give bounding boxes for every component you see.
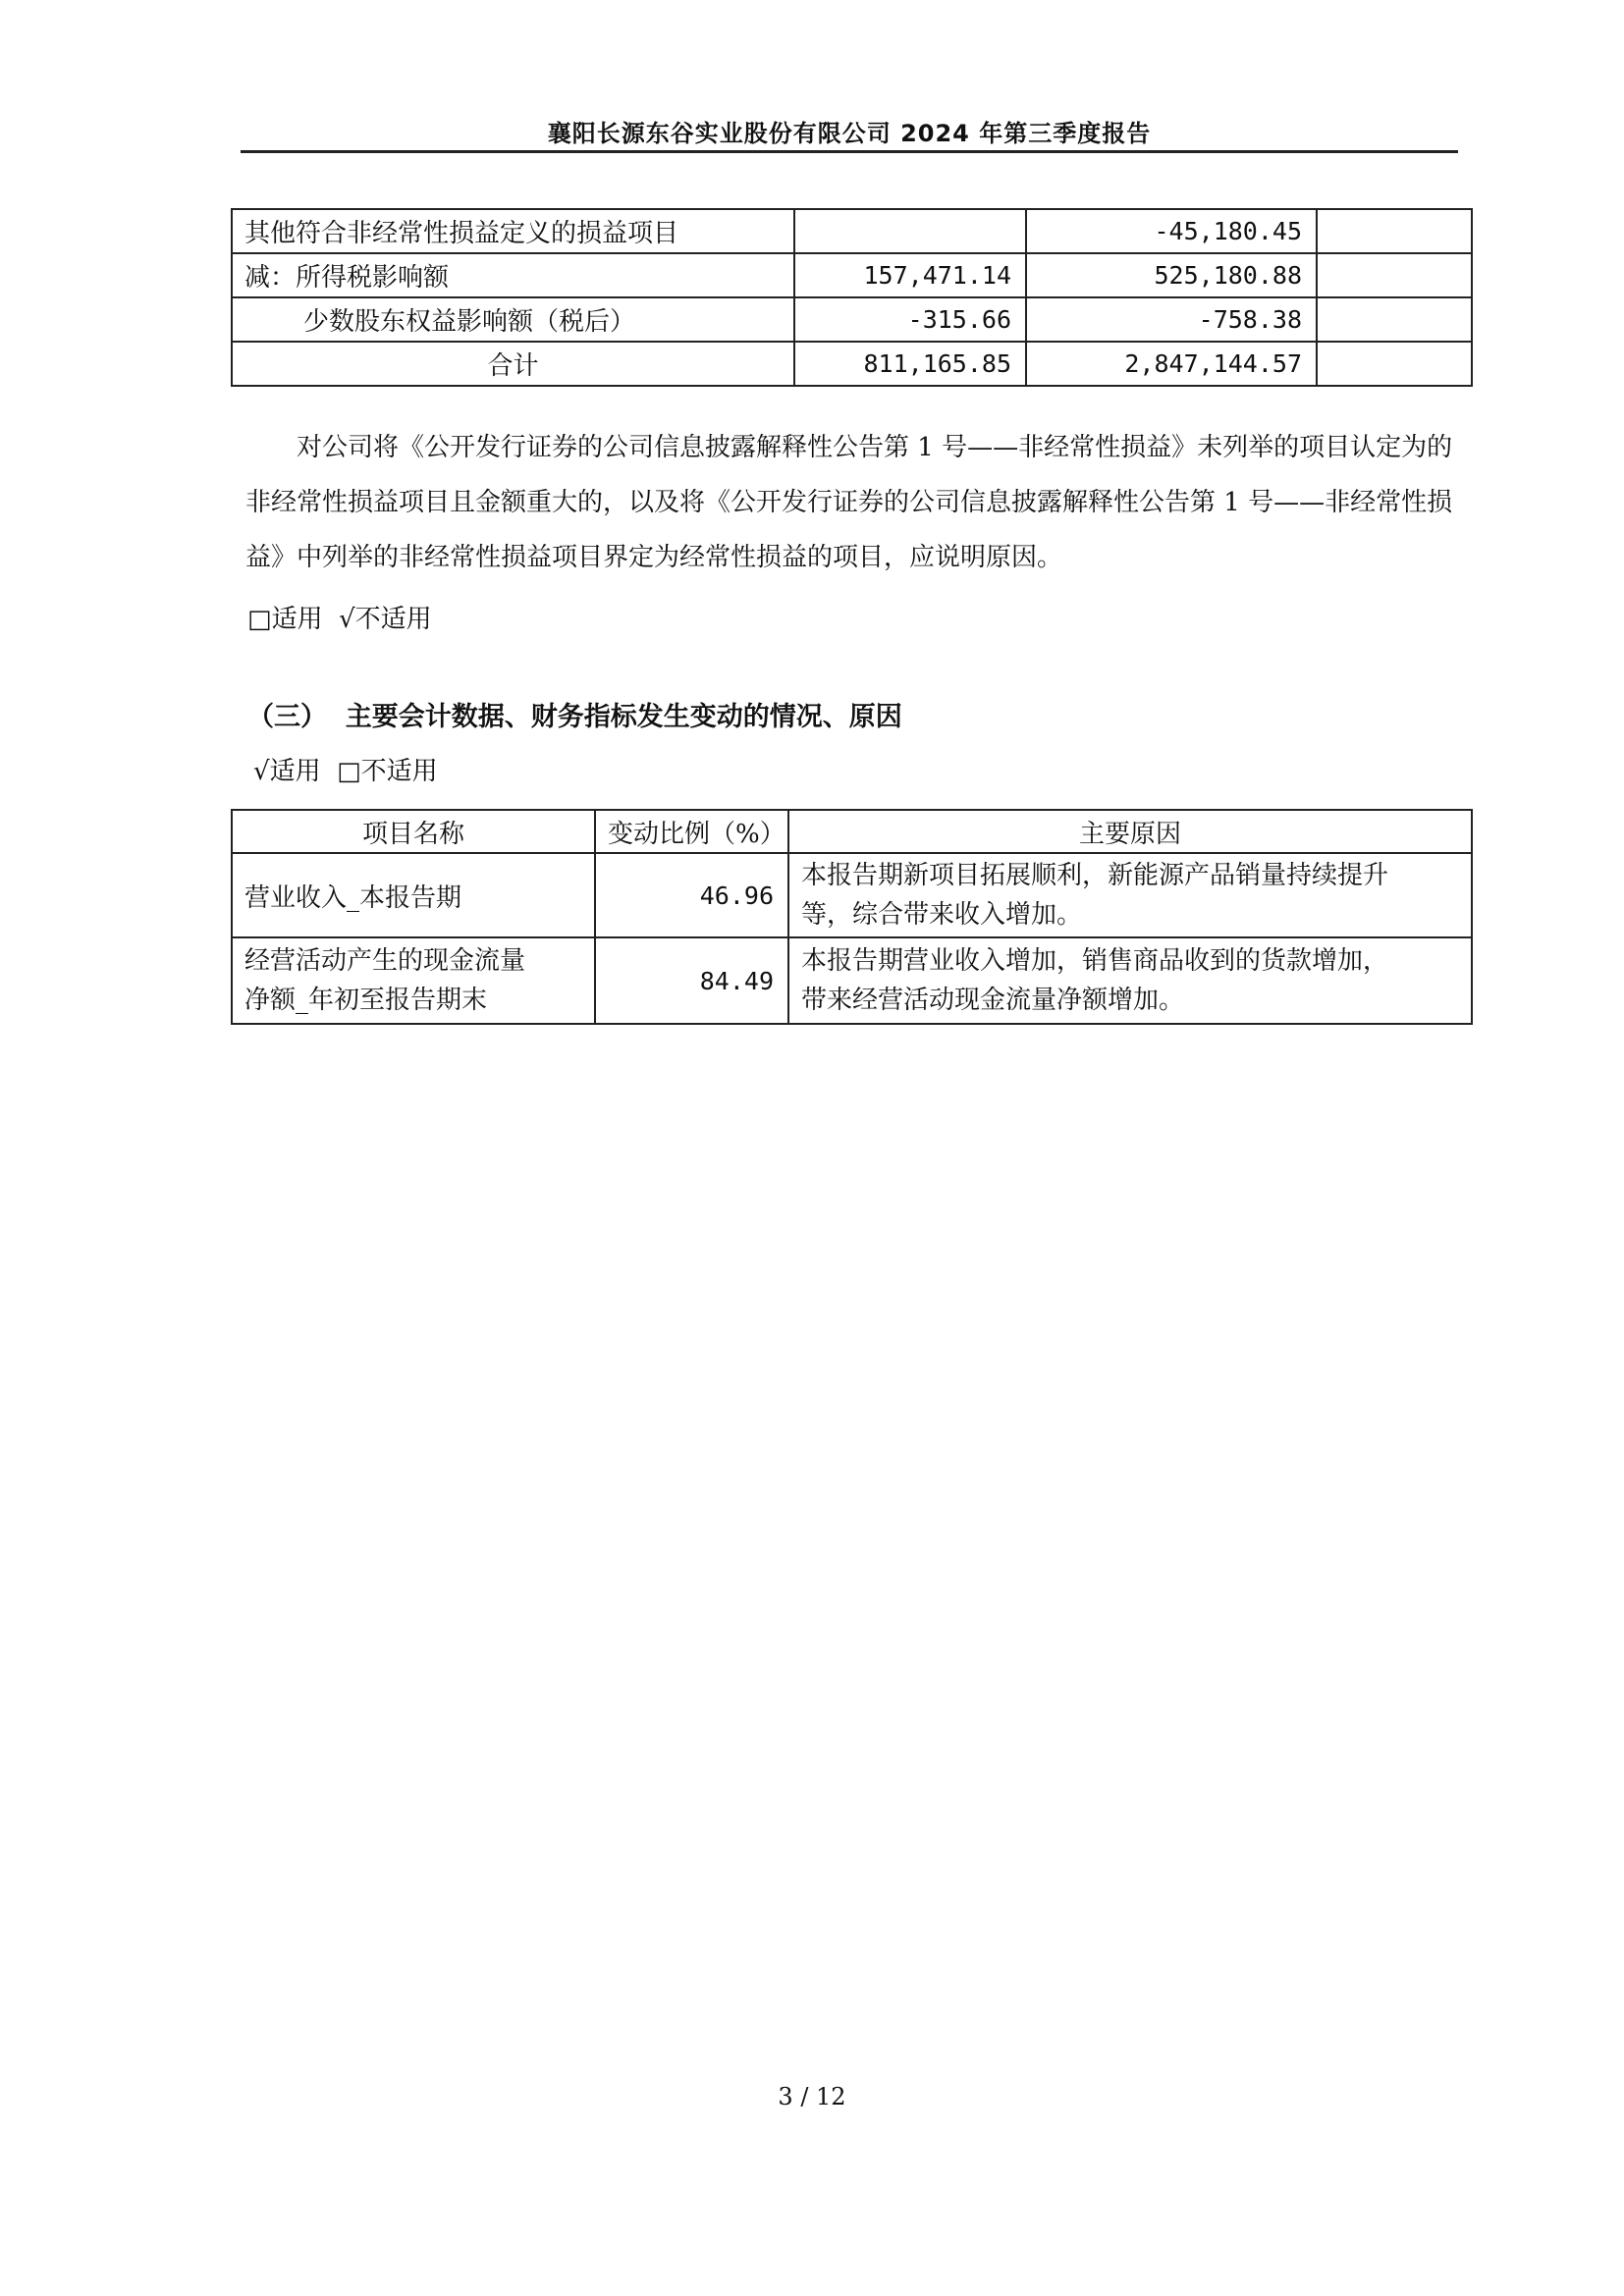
item-name	[232, 937, 595, 1024]
item-name-line: 营业收入_本报告期	[244, 882, 462, 913]
table-row	[232, 297, 1472, 342]
ytd-value: -758.38	[1026, 297, 1317, 342]
table-row	[232, 253, 1472, 297]
current-period-value: 157,471.14	[794, 253, 1026, 297]
changes-table	[231, 809, 1473, 1025]
ytd-value: 525,180.88	[1026, 253, 1317, 297]
row-label: 减：所得税影响额	[232, 253, 794, 297]
row-label: 合计	[232, 342, 794, 386]
row-label: 其他符合非经常性损益定义的损益项目	[232, 209, 794, 253]
ytd-value: -45,180.45	[1026, 209, 1317, 253]
explanation-applicability: □适用 √不适用	[247, 605, 432, 634]
reason-line: 本报告期营业收入增加，销售商品收到的货款增加，	[801, 946, 1389, 976]
explanation-paragraph: 对公司将《公开发行证券的公司信息披露解释性公告第 1 号——非经常性损益》未列举的项目认定为的非经常性损益项目且金额重大的，以及将《公开发行证券的公司信息披露解释性公告第 1 号——非经常性损益》中列举的非经常性损益项目界定为经常性损益的项目，应说明原因。	[245, 433, 1453, 572]
main-reason	[788, 853, 1472, 937]
current-period-value: -315.66	[794, 297, 1026, 342]
table-row	[232, 853, 1472, 937]
item-name	[232, 853, 595, 937]
note-cell	[1317, 209, 1472, 253]
header-rule	[241, 150, 1458, 153]
table-row	[232, 937, 1472, 1024]
table-row-total	[232, 342, 1472, 386]
section-heading: （三） 主要会计数据、财务指标发生变动的情况、原因	[247, 702, 902, 732]
reason-line: 等，综合带来收入增加。	[801, 900, 1083, 930]
row-label: 少数股东权益影响额（税后）	[232, 297, 794, 342]
note-cell	[1317, 342, 1472, 386]
table-header-row	[232, 810, 1472, 853]
page-header-title: 襄阳长源东谷实业股份有限公司 2024 年第三季度报告	[547, 120, 1152, 147]
column-header: 变动比例（%）	[595, 810, 788, 853]
item-name-line: 净额_年初至报告期末	[244, 986, 488, 1015]
reason-line: 带来经营活动现金流量净额增加。	[801, 986, 1185, 1015]
note-cell	[1317, 253, 1472, 297]
reason-line: 本报告期新项目拓展顺利，新能源产品销量持续提升	[801, 861, 1389, 890]
section-applicability: √适用 □不适用	[253, 757, 438, 786]
change-ratio: 46.96	[595, 853, 788, 937]
change-ratio: 84.49	[595, 937, 788, 1024]
current-period-value: 811,165.85	[794, 342, 1026, 386]
page-number: 3 / 12	[778, 2083, 846, 2110]
column-header: 项目名称	[232, 810, 595, 853]
table-row	[232, 209, 1472, 253]
note-cell	[1317, 297, 1472, 342]
nonrecurring-gains-table	[231, 208, 1473, 387]
current-period-value	[794, 209, 1026, 253]
item-name-line: 经营活动产生的现金流量	[244, 946, 526, 976]
column-header: 主要原因	[788, 810, 1472, 853]
ytd-value: 2,847,144.57	[1026, 342, 1317, 386]
main-reason	[788, 937, 1472, 1024]
